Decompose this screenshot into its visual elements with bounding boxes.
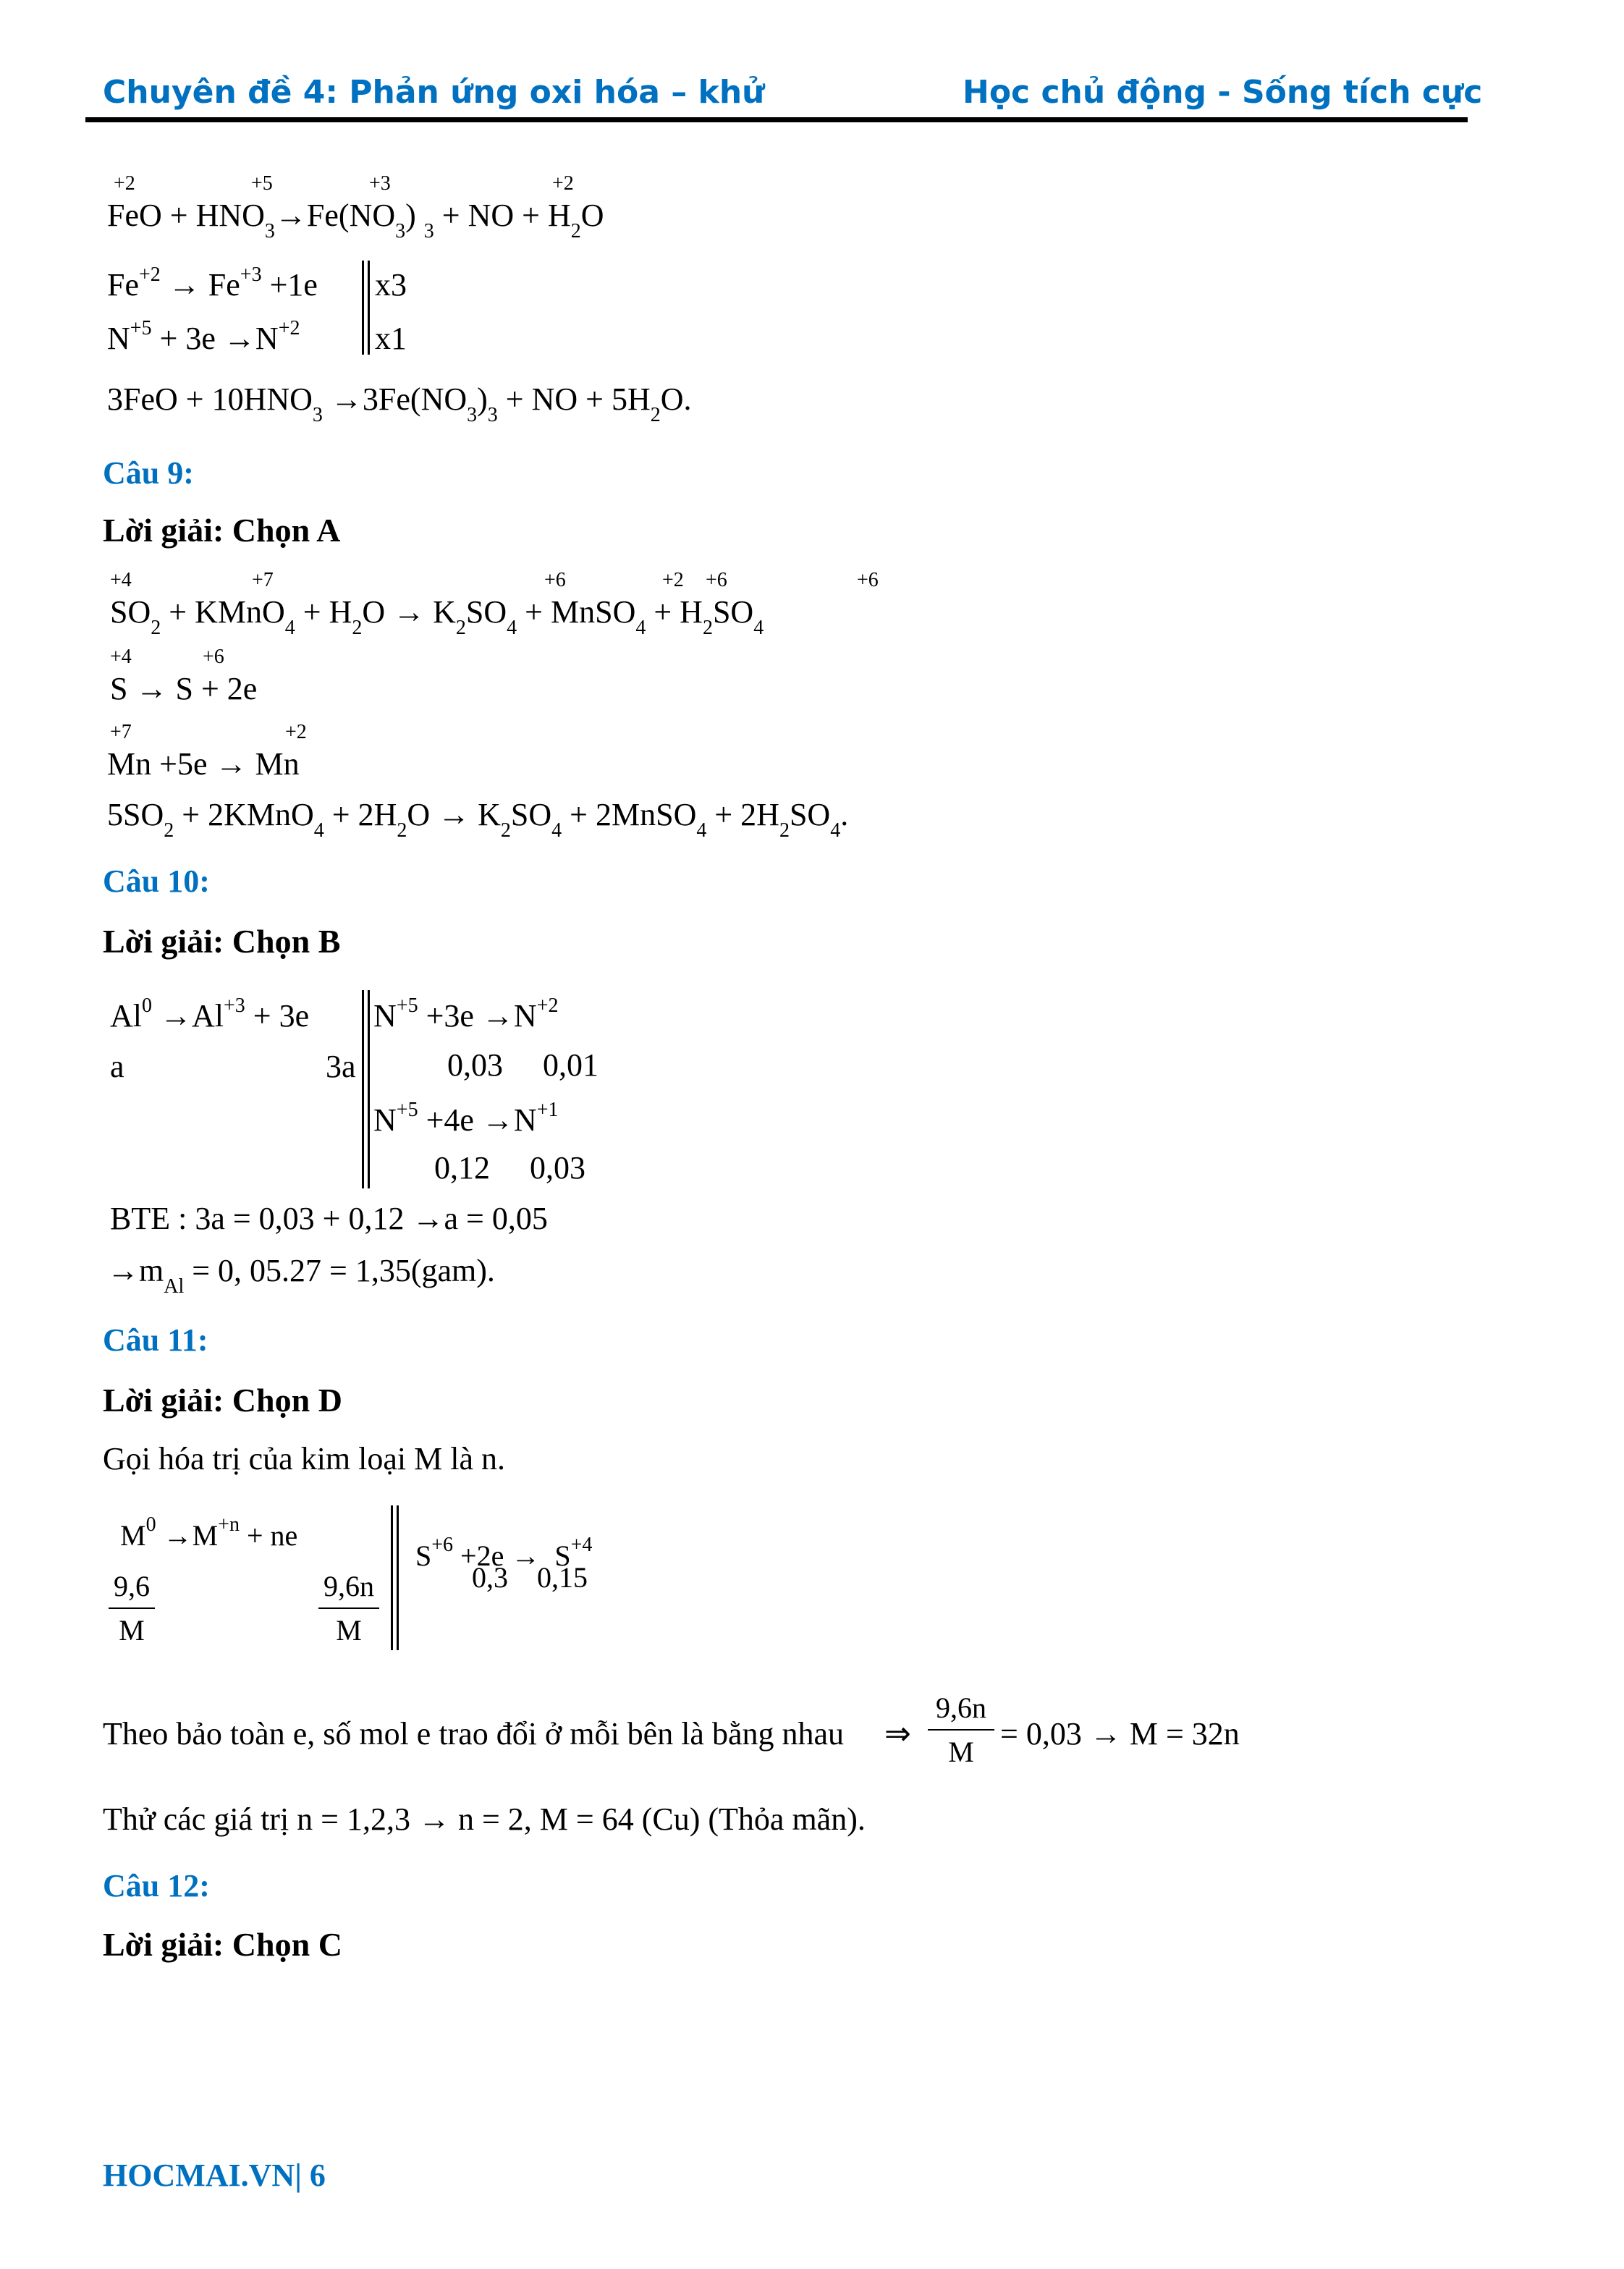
separator — [368, 261, 370, 355]
half-reaction: $M^0 \to M^{+n}$ + ne — [120, 1513, 298, 1552]
page-footer: HOCMAI.VN| 6 — [103, 2158, 326, 2193]
value: 3a — [326, 1049, 356, 1084]
separator — [391, 1505, 393, 1650]
value: a — [110, 1049, 124, 1084]
half-reaction: $Al^0 \to Al^{+3} + 3e$ — [110, 994, 310, 1034]
conservation-text: Theo bảo toàn e, số mol e trao đổi ở mỗi bên là bằng nhau — [103, 1716, 845, 1752]
ox-state: +6 — [857, 569, 879, 591]
value: 0,3 0,15 — [472, 1561, 588, 1594]
ox-state: +4 — [110, 646, 132, 668]
header-rule — [85, 117, 1468, 122]
fraction: 9,6 M — [109, 1569, 155, 1647]
answer-heading: Lời giải: Chọn D — [103, 1382, 342, 1419]
ox-state: +4 — [110, 569, 132, 591]
separator — [397, 1505, 399, 1650]
separator — [368, 990, 370, 1188]
separator — [362, 261, 364, 355]
question-title: Câu 9: — [103, 455, 194, 491]
ox-state: +2 — [662, 569, 684, 591]
ox-state: +6 — [203, 646, 224, 668]
intro-text: Gọi hóa trị của kim loại M là n. — [103, 1441, 505, 1476]
half-reaction: $N^{+5} + 3e \to N^{+2}$ — [107, 317, 300, 356]
question-title: Câu 12: — [103, 1868, 210, 1903]
bte-equation: BTE : 3a = 0,03 + 0,12 →a = 0,05 — [110, 1201, 548, 1236]
half-reaction: Mn +5e → Mn — [107, 746, 300, 782]
header-topic: Chuyên đề 4: Phản ứng oxi hóa – khử — [103, 74, 765, 111]
trial-text: Thử các giá trị n = 1,2,3 → n = 2, M = 64 (Cu) (Thỏa mãn). — [103, 1801, 866, 1837]
ox-state: +2 — [114, 172, 135, 195]
answer-heading: Lời giải: Chọn C — [103, 1926, 342, 1963]
header-slogan: Học chủ động - Sống tích cực — [963, 74, 1483, 111]
balanced-equation: $5SO_2$ + 2KMnO$_4$ + $2H_2O \to K_2SO_4$ + 2MnSO$_4$ + $2H_2SO_4$. — [107, 797, 849, 842]
mass-result: $\to m_{Al} = 0$, 05.27 = 1,35(gam). — [107, 1253, 495, 1298]
balanced-equation: $3FeO + 10HNO_3 \to 3Fe(NO_3)_3$ + NO + $5H_2O$. — [107, 381, 692, 426]
equation-line: $SO_2$ + KMnO$_4$ + $H_2O \to K_2SO_4$ + MnSO$_4$ + $H_2SO_4$ — [110, 594, 764, 639]
half-reaction: $Fe^{+2} \to Fe^{+3} +1e$ — [107, 263, 318, 303]
fraction: 9,6n M — [318, 1569, 379, 1647]
fraction: 9,6n M — [928, 1691, 994, 1769]
ox-state: +6 — [544, 569, 566, 591]
answer-heading: Lời giải: Chọn B — [103, 923, 341, 960]
half-reaction: S → S + 2e — [110, 671, 258, 706]
ox-state: +2 — [285, 721, 307, 743]
ox-state: +7 — [252, 569, 274, 591]
half-reaction: $N^{+5} +3e \to N^{+2}$ — [373, 994, 559, 1034]
ox-state: +2 — [552, 172, 574, 195]
ox-state: +7 — [110, 721, 132, 743]
conservation-result: = 0,03 → M = 32n — [1000, 1716, 1240, 1752]
implies-symbol: ⇒ — [884, 1716, 911, 1752]
half-reaction: $N^{+5} +4e \to N^{+1}$ — [373, 1099, 559, 1138]
ox-state: +3 — [369, 172, 391, 195]
ox-state: +5 — [251, 172, 273, 195]
separator — [362, 990, 364, 1188]
question-title: Câu 10: — [103, 863, 210, 899]
ox-state: +6 — [706, 569, 727, 591]
half-reaction: $S^{+6} +2e \to S^{+4}$ — [415, 1534, 593, 1572]
multiplier: x3 — [375, 267, 407, 303]
question-title: Câu 11: — [103, 1322, 208, 1358]
value: 0,03 0,01 — [447, 1047, 599, 1083]
equation-line: FeO + $HNO_3\to Fe(NO_3) _3$ + NO + $H_2O$ — [107, 198, 604, 242]
multiplier: x1 — [375, 321, 407, 356]
value: 0,12 0,03 — [434, 1150, 585, 1186]
answer-heading: Lời giải: Chọn A — [103, 512, 341, 549]
